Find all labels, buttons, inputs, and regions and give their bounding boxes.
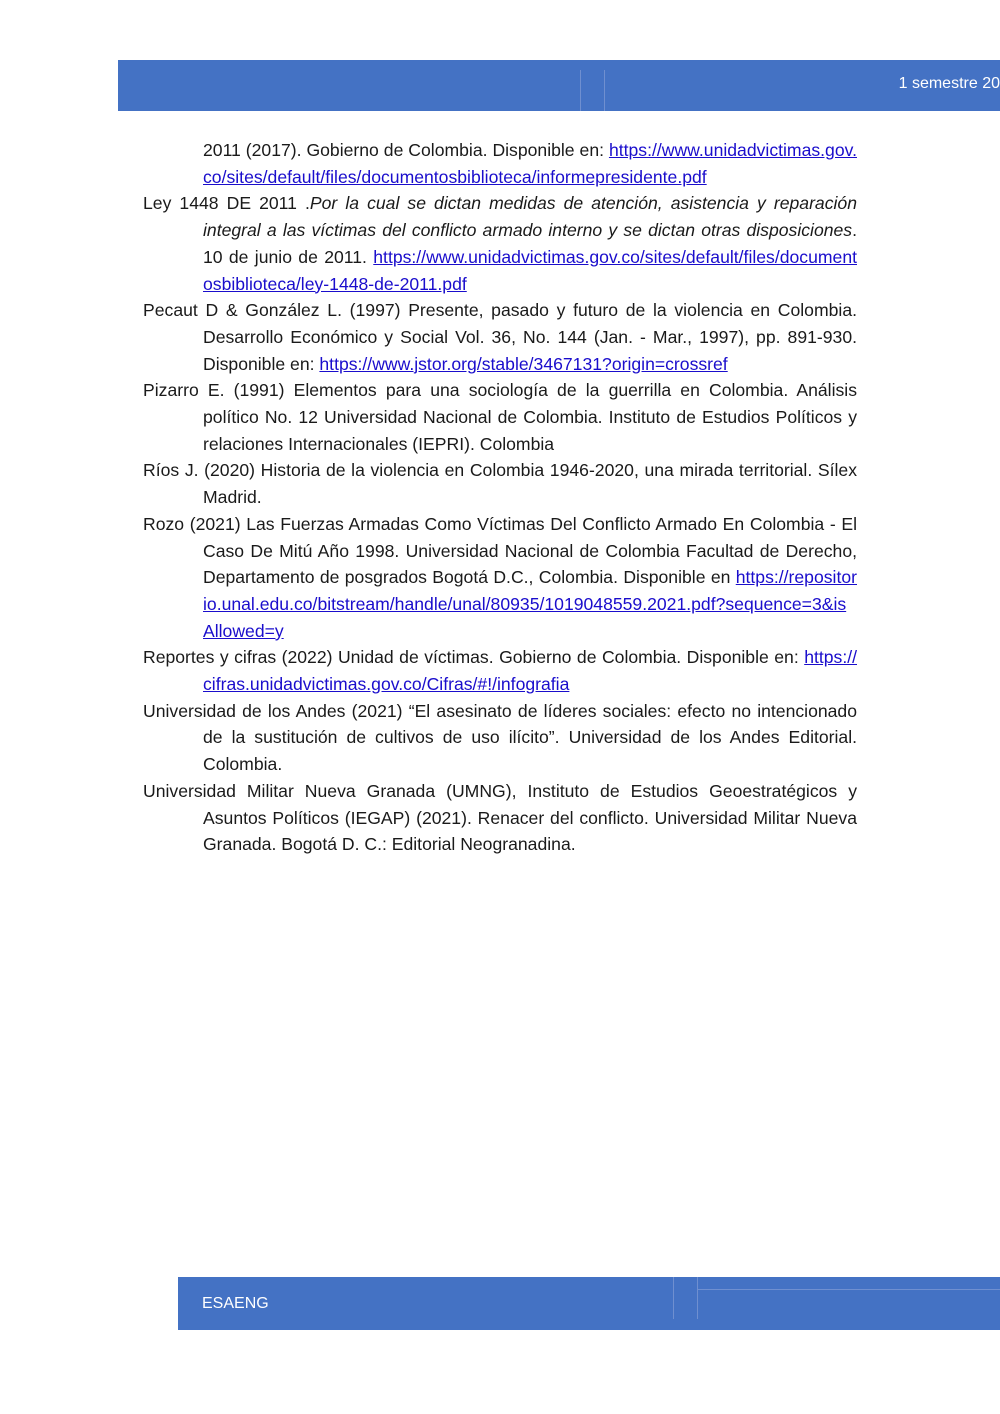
reference-text: Universidad Militar Nueva Granada (UMNG), Instituto de Estudios Geoestratégicos y Asuntos Políticos (IEGAP) (2021). Renacer del conflicto. Universidad Militar Nueva Granada. Bogotá D. C.: Editorial Neogranadina. — [143, 780, 857, 855]
footer-rule — [698, 1289, 1000, 1290]
reference-item — [143, 511, 857, 645]
reference-text: Rozo (2021) Las Fuerzas Armadas Como Víctimas Del Conflicto Armado En Colombia - El Caso De Mitú Año 1998. Universidad Nacional de Colombia Facultad de Derecho, Departamento de posgrados Bogotá D.C., Colombia. Disponible en — [143, 513, 857, 588]
reference-text: Pecaut D & González L. (1997) Presente, pasado y futuro de la violencia en Colombia. Desarrollo Económico y Social Vol. 36, No. 144 (Jan. - Mar., 1997), pp. 891-930. Disponible en: — [143, 300, 857, 374]
reference-link[interactable]: https://www.unidadvictimas.gov.co/sites/default/files/documentosbiblioteca/ley-1448-de-2011.pdf — [203, 246, 857, 294]
page-header — [118, 60, 1000, 111]
footer-text: ESAENG — [202, 1295, 269, 1312]
reference-item — [143, 698, 857, 778]
reference-link[interactable]: https://www.unidadvictimas.gov.co/sites/default/files/documentosbiblioteca/informepresidente.pdf — [203, 140, 857, 187]
header-divider — [580, 70, 581, 111]
reference-item — [143, 190, 857, 297]
reference-item — [143, 377, 857, 457]
reference-title-italic: Por la cual se dictan medidas de atención, asistencia y reparación integral a las víctimas del conflicto armado interno y se dictan otras disposiciones — [203, 193, 857, 241]
reference-text: Reportes y cifras (2022) Unidad de víctimas. Gobierno de Colombia. Disponible en: — [143, 647, 805, 668]
reference-link[interactable]: https://www.jstor.org/stable/3467131?origin=crossref — [319, 353, 728, 374]
page-footer — [178, 1277, 1000, 1330]
reference-text: Pizarro E. (1991) Elementos para una sociología de la guerrilla en Colombia. Análisis político No. 12 Universidad Nacional de Colombia. Instituto de Estudios Políticos y relaciones Internacionales (IEPRI). Colombia — [143, 380, 857, 454]
reference-link[interactable]: https://repositorio.unal.edu.co/bitstream/handle/unal/80935/1019048559.2021.pdf?sequence=3&isAllowed=y — [203, 567, 857, 641]
reference-list — [143, 137, 857, 858]
reference-item — [143, 457, 857, 510]
reference-item — [143, 297, 857, 377]
reference-text: 2011 (2017). Gobierno de Colombia. Disponible en: — [203, 140, 609, 160]
reference-item — [143, 778, 857, 858]
reference-text: . 10 de junio de 2011. — [203, 220, 857, 267]
footer-divider — [673, 1277, 674, 1319]
reference-text: Universidad de los Andes (2021) “El asesinato de líderes sociales: efecto no intencionado de la sustitución de cultivos de uso ilícito”. Universidad de los Andes Editorial. Colombia. — [143, 700, 857, 775]
reference-text: Ley 1448 DE 2011 . — [143, 193, 310, 214]
reference-text: Ríos J. (2020) Historia de la violencia en Colombia 1946-2020, una mirada territorial. Sílex Madrid. — [143, 460, 857, 508]
header-divider — [604, 70, 605, 111]
header-text: 1 semestre 20 — [898, 75, 1000, 92]
reference-link[interactable]: https://cifras.unidadvictimas.gov.co/Cifras/#!/infografia — [203, 647, 857, 695]
reference-item — [143, 644, 857, 697]
footer-divider — [697, 1277, 698, 1319]
reference-item — [143, 137, 857, 190]
